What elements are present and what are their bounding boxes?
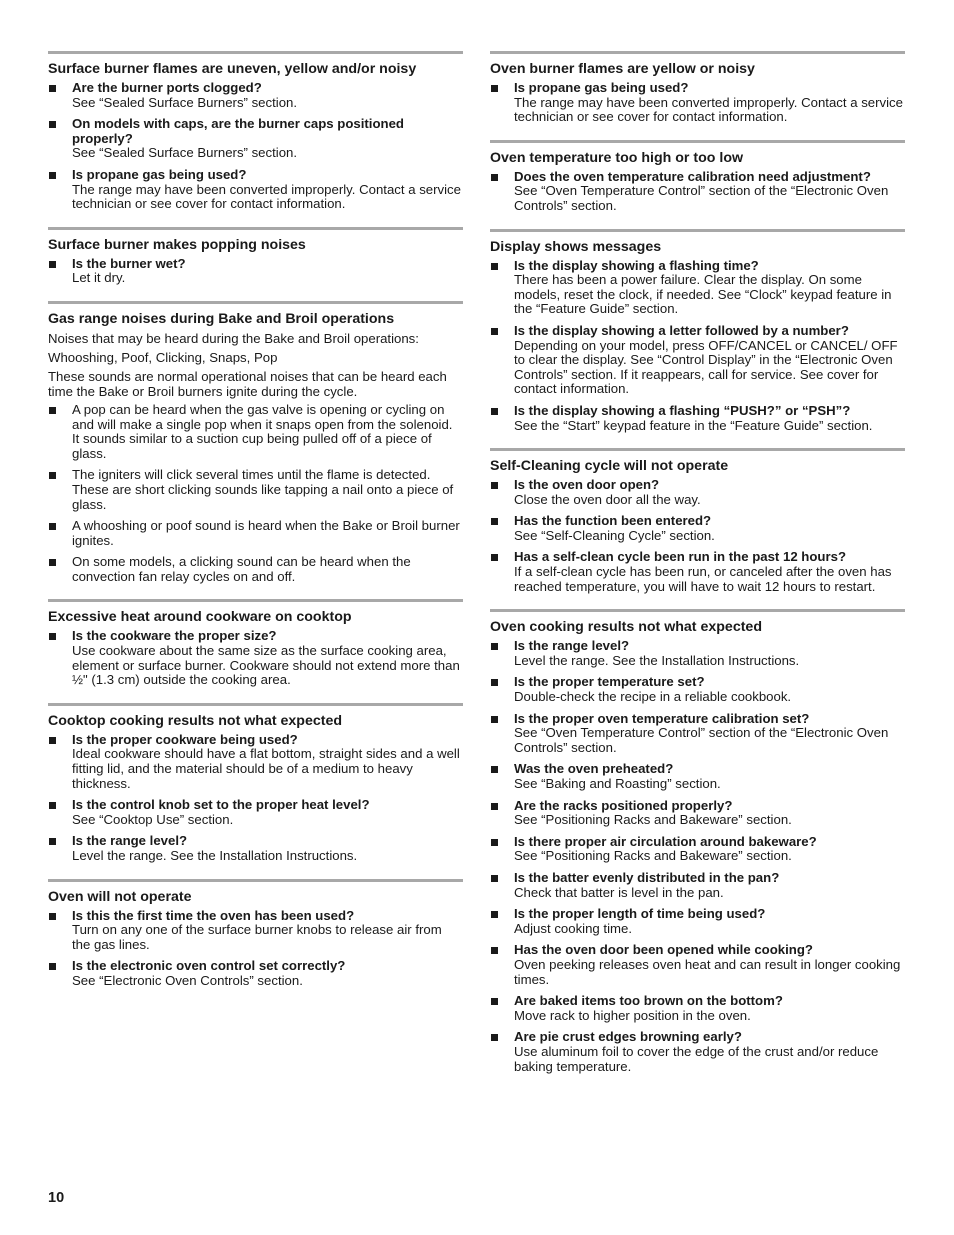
item-answer: Adjust cooking time. xyxy=(514,920,633,936)
square-bullet-icon xyxy=(491,911,498,918)
item-question: Is the range level? xyxy=(72,833,188,849)
item-question: Is the proper temperature set? xyxy=(514,674,705,690)
item-answer: Turn on any one of the surface burner knobs to release air from the gas lines. xyxy=(72,922,442,952)
item-answer: There has been a power failure. Clear the display. On some models, reset the clock, if needed. See “Clock” keypad feature in the “Feature Guide” section. xyxy=(514,272,892,317)
list-item xyxy=(490,835,905,864)
square-bullet-icon xyxy=(491,875,498,882)
section-display-shows-messages xyxy=(490,229,905,434)
troubleshooting-list xyxy=(48,909,463,989)
item-answer: See “Baking and Roasting” section. xyxy=(514,776,721,791)
item-question: Is the display showing a flashing “PUSH?” or “PSH”? xyxy=(514,402,851,418)
list-item xyxy=(490,943,905,987)
section-surface-burner-makes-popping-noises xyxy=(48,227,463,286)
section-paragraph: Whooshing, Poof, Clicking, Snaps, Pop xyxy=(48,349,278,365)
item-answer: See “Sealed Surface Burners” section. xyxy=(72,145,298,161)
item-answer: Let it dry. xyxy=(72,270,126,286)
item-question: Is the batter evenly distributed in the pan? xyxy=(514,869,780,885)
square-bullet-icon xyxy=(491,766,498,773)
item-question: Are the burner ports clogged? xyxy=(72,80,262,95)
list-item xyxy=(490,478,905,507)
section-title: Oven cooking results not what expected xyxy=(490,619,762,636)
list-item xyxy=(48,555,463,584)
list-item xyxy=(490,259,905,317)
square-bullet-icon xyxy=(491,998,498,1005)
list-item xyxy=(490,907,905,936)
section-cooktop-cooking-results-not-what-expecte xyxy=(48,703,463,864)
item-answer: See “Oven Temperature Control” section of the “Electronic Oven Controls” section. xyxy=(514,725,889,755)
list-item xyxy=(48,117,463,161)
item-question: Is propane gas being used? xyxy=(514,80,689,95)
item-answer: The range may have been converted improperly. Contact a service technician or see cover for contact information. xyxy=(514,94,903,125)
square-bullet-icon xyxy=(491,328,498,335)
square-bullet-icon xyxy=(491,716,498,723)
troubleshooting-list xyxy=(490,639,905,1074)
section-oven-cooking-results-not-what-expected xyxy=(490,609,905,1074)
square-bullet-icon xyxy=(491,408,498,415)
section-title: Cooktop cooking results not what expected xyxy=(48,712,343,729)
list-item xyxy=(48,81,463,110)
item-answer: Level the range. See the Installation Instructions. xyxy=(72,848,358,863)
square-bullet-icon xyxy=(491,518,498,525)
troubleshooting-list xyxy=(48,81,463,212)
item-answer: See “Electronic Oven Controls” section. xyxy=(72,972,303,988)
item-question: Are the racks positioned properly? xyxy=(514,797,733,813)
item-question: Has the oven door been opened while cooking? xyxy=(514,942,813,958)
item-answer: See “Oven Temperature Control” section of the “Electronic Oven Controls” section. xyxy=(514,183,889,213)
list-item xyxy=(48,959,463,988)
item-question: Is the electronic oven control set correctly? xyxy=(72,958,346,974)
square-bullet-icon xyxy=(49,121,56,128)
list-item xyxy=(490,324,905,397)
list-item xyxy=(48,834,463,863)
square-bullet-icon xyxy=(49,802,56,809)
item-answer: On some models, a clicking sound can be heard when the convection fan relay cycles on and off. xyxy=(72,554,411,584)
square-bullet-icon xyxy=(491,263,498,270)
item-answer: See “Cooktop Use” section. xyxy=(72,811,234,827)
item-answer: The range may have been converted improperly. Contact a service technician or see cover for contact information. xyxy=(72,181,461,212)
square-bullet-icon xyxy=(49,633,56,640)
section-title: Surface burner flames are uneven, yellow and/or noisy xyxy=(48,61,417,77)
list-item xyxy=(490,639,905,668)
item-question: Is the burner wet? xyxy=(72,255,186,271)
item-answer: See “Positioning Racks and Bakeware” section. xyxy=(514,848,792,864)
item-question: Has the function been entered? xyxy=(514,513,712,529)
section-title: Surface burner makes popping noises xyxy=(48,236,306,253)
square-bullet-icon xyxy=(491,1034,498,1041)
list-item xyxy=(490,994,905,1023)
square-bullet-icon xyxy=(49,472,56,479)
section-oven-burner-flames-are-yellow-or-noisy xyxy=(490,51,905,125)
list-item xyxy=(48,733,463,791)
section-gas-range-noises-during-bake-and-broil-o xyxy=(48,301,463,585)
section-title: Oven temperature too high or too low xyxy=(490,149,744,166)
square-bullet-icon xyxy=(49,838,56,845)
list-item xyxy=(490,170,905,214)
list-item xyxy=(48,468,463,512)
section-title: Oven burner flames are yellow or noisy xyxy=(490,61,755,77)
item-question: Is the control knob set to the proper heat level? xyxy=(72,797,370,813)
list-item xyxy=(490,799,905,828)
item-question: On models with caps, are the burner caps positioned properly? xyxy=(72,116,404,146)
square-bullet-icon xyxy=(49,559,56,566)
item-answer: Double-check the recipe in a reliable cookbook. xyxy=(514,689,792,705)
section-oven-temperature-too-high-or-too-low xyxy=(490,140,905,214)
list-item xyxy=(490,762,905,791)
list-item xyxy=(490,712,905,756)
item-question: Is propane gas being used? xyxy=(72,166,247,182)
square-bullet-icon xyxy=(491,679,498,686)
item-answer: See “Sealed Surface Burners” section. xyxy=(72,94,298,110)
item-answer: The igniters will click several times until the flame is detected. These are short clicking sounds like tapping a nail onto a piece of glass. xyxy=(72,467,454,512)
square-bullet-icon xyxy=(491,482,498,489)
section-title: Excessive heat around cookware on cooktop xyxy=(48,609,352,626)
square-bullet-icon xyxy=(49,172,56,179)
section-title: Oven will not operate xyxy=(48,888,192,905)
square-bullet-icon xyxy=(491,174,498,181)
square-bullet-icon xyxy=(49,407,56,414)
troubleshooting-list xyxy=(48,257,463,286)
item-question: Was the oven preheated? xyxy=(514,761,674,777)
item-answer: Use cookware about the same size as the surface cooking area, element or surface burner. Cookware should not extend more than ½" (1.3 cm) outside the cooking area. xyxy=(72,643,460,688)
square-bullet-icon xyxy=(491,947,498,954)
troubleshooting-list xyxy=(48,733,463,864)
list-item xyxy=(48,168,463,212)
section-title: Self-Cleaning cycle will not operate xyxy=(490,458,729,475)
troubleshooting-list xyxy=(48,629,463,687)
item-question: Is the cookware the proper size? xyxy=(72,628,277,644)
item-answer: Oven peeking releases oven heat and can result in longer cooking times. xyxy=(514,956,901,987)
list-item xyxy=(48,629,463,687)
section-oven-will-not-operate xyxy=(48,879,463,989)
item-question: Does the oven temperature calibration need adjustment? xyxy=(514,168,871,184)
item-answer: Depending on your model, press OFF/CANCEL or CANCEL/ OFF to clear the display. See “Control Display” in the “Electronic Oven Controls” section. If it reappears, call for service. See cover for contact information. xyxy=(514,337,898,397)
square-bullet-icon xyxy=(49,523,56,530)
list-item xyxy=(48,519,463,548)
section-surface-burner-flames-are-uneven-yellow- xyxy=(48,51,463,212)
item-answer: Level the range. See the Installation Instructions. xyxy=(514,652,800,668)
square-bullet-icon xyxy=(491,643,498,650)
item-answer: See “Positioning Racks and Bakeware” section. xyxy=(514,812,792,828)
list-item xyxy=(490,871,905,900)
item-answer: Check that batter is level in the pan. xyxy=(514,884,724,900)
square-bullet-icon xyxy=(49,737,56,744)
item-question: Is the oven door open? xyxy=(514,477,660,493)
item-question: Are baked items too brown on the bottom? xyxy=(514,993,783,1009)
square-bullet-icon xyxy=(491,803,498,810)
item-answer: Move rack to higher position in the oven. xyxy=(514,1007,751,1023)
list-item xyxy=(48,257,463,286)
troubleshooting-list xyxy=(490,170,905,214)
section-self-cleaning-cycle-will-not-operate xyxy=(490,448,905,594)
item-question: Is this the first time the oven has been used? xyxy=(72,907,355,923)
item-question: Is the proper cookware being used? xyxy=(72,731,298,747)
left-column xyxy=(48,51,463,1004)
item-question: Is the display showing a letter followed by a number? xyxy=(514,322,849,338)
list-item xyxy=(490,550,905,594)
section-title: Display shows messages xyxy=(490,238,662,255)
list-item xyxy=(48,909,463,953)
square-bullet-icon xyxy=(49,963,56,970)
item-answer: If a self-clean cycle has been run, or canceled after the oven has reached temperature, you will have to wait 12 hours to restart. xyxy=(514,564,892,594)
list-item xyxy=(48,798,463,827)
troubleshooting-list xyxy=(48,403,463,585)
troubleshooting-list xyxy=(490,259,905,434)
list-item xyxy=(48,403,463,461)
item-question: Is the proper length of time being used? xyxy=(514,906,766,922)
item-question: Has a self-clean cycle been run in the past 12 hours? xyxy=(514,549,846,565)
section-title: Gas range noises during Bake and Broil operations xyxy=(48,310,395,327)
square-bullet-icon xyxy=(491,839,498,846)
item-question: Is the display showing a flashing time? xyxy=(514,257,759,273)
list-item xyxy=(490,404,905,433)
right-column xyxy=(490,51,905,1089)
square-bullet-icon xyxy=(49,261,56,268)
item-question: Is the range level? xyxy=(514,638,630,654)
square-bullet-icon xyxy=(49,913,56,920)
section-excessive-heat-around-cookware-on-cookto xyxy=(48,599,463,687)
list-item xyxy=(490,675,905,704)
item-question: Is the proper oven temperature calibration set? xyxy=(514,710,810,726)
item-question: Are pie crust edges browning early? xyxy=(514,1029,742,1045)
section-paragraph: Noises that may be heard during the Bake and Broil operations: xyxy=(48,330,419,346)
list-item xyxy=(490,1030,905,1074)
item-answer: Use aluminum foil to cover the edge of the crust and/or reduce baking temperature. xyxy=(514,1043,879,1074)
list-item xyxy=(490,514,905,543)
section-paragraph: These sounds are normal operational noises that can be heard each time the Bake or Broil burners ignite during the cycle. xyxy=(48,368,447,399)
page-number: 10 xyxy=(48,1190,65,1206)
item-question: Is there proper air circulation around bakeware? xyxy=(514,833,817,849)
item-answer: Ideal cookware should have a flat bottom, straight sides and a well fitting lid, and the material should be of a medium to heavy thickness. xyxy=(72,746,460,791)
item-answer: See the “Start” keypad feature in the “Feature Guide” section. xyxy=(514,417,873,433)
square-bullet-icon xyxy=(49,85,56,92)
troubleshooting-list xyxy=(490,81,905,125)
item-answer: See “Self-Cleaning Cycle” section. xyxy=(514,527,715,543)
square-bullet-icon xyxy=(491,554,498,561)
list-item xyxy=(490,81,905,125)
item-answer: Close the oven door all the way. xyxy=(514,491,701,507)
item-answer: A pop can be heard when the gas valve is opening or cycling on and will make a single pop when it snaps open from the solenoid. It sounds similar to a suction cup being pulled off of a piece of glass. xyxy=(72,401,453,461)
troubleshooting-list xyxy=(490,478,905,594)
square-bullet-icon xyxy=(491,85,498,92)
item-answer: A whooshing or poof sound is heard when the Bake or Broil burner ignites. xyxy=(72,518,460,548)
